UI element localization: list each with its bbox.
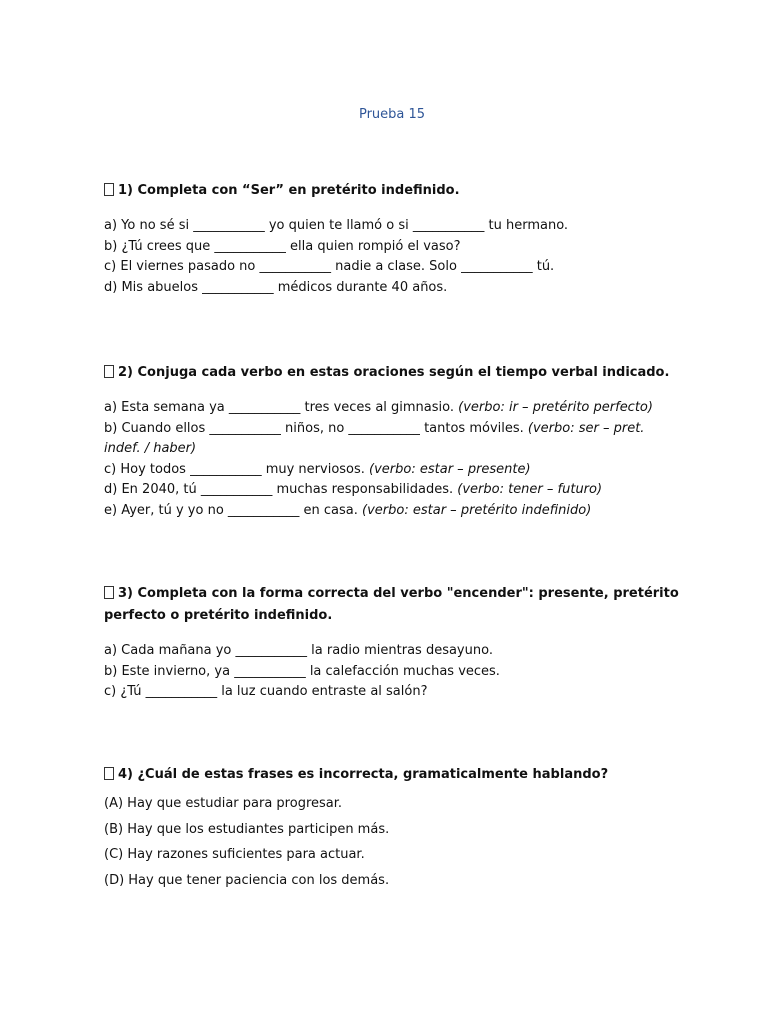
exercise-hint: (verbo: tener – futuro) [457, 482, 603, 497]
exercise-line-e [104, 501, 684, 522]
exercise-hint: (verbo: estar – pretérito indefinido) [362, 502, 592, 518]
option-c: (C) Hay razones suficientes para actuar. [104, 847, 365, 862]
section-3-heading [104, 583, 684, 627]
exercise-line-b [104, 419, 682, 460]
checkbox-icon [104, 183, 114, 196]
exercise-line-a [104, 398, 684, 419]
exercise-hint: (verbo: estar – presente) [369, 461, 531, 477]
exercise-line-d: d) Mis abuelos ___________ médicos durante 40 años. [104, 279, 448, 295]
exercise-text: d) En 2040, tú ___________ muchas responsabilidades. [104, 482, 458, 497]
option-d: (D) Hay que tener paciencia con los demás. [104, 872, 390, 888]
exercise-text: b) Cuando ellos ___________ niños, no ___________ tantos móviles. [104, 420, 528, 436]
exercise-line-b: b) Este invierno, ya ___________ la calefacción muchas veces. [104, 663, 500, 679]
section-1-heading-text: 1) Completa con “Ser” en pretérito indefinido. [118, 183, 460, 198]
exercise-line-a: a) Cada mañana yo ___________ la radio mientras desayuno. [104, 643, 493, 658]
checkbox-icon [104, 586, 114, 599]
section-4-heading [104, 764, 684, 786]
exercise-line-c [104, 460, 684, 481]
exercise-hint: (verbo: ser – pret. indef. / haber) [104, 420, 645, 456]
exercise-line-c: c) ¿Tú ___________ la luz cuando entraste al salón? [104, 684, 428, 699]
section-4 [104, 764, 684, 893]
section-3-items [104, 641, 684, 703]
section-2-heading [104, 362, 684, 384]
section-1-heading [104, 180, 684, 202]
exercise-text: e) Ayer, tú y yo no ___________ en casa. [104, 502, 363, 518]
checkbox-icon [104, 767, 114, 780]
section-2-items [104, 398, 684, 521]
section-4-options [104, 791, 684, 893]
section-2 [104, 362, 684, 521]
document-title: Prueba 15 [358, 107, 426, 122]
exercise-text: c) Hoy todos ___________ muy nerviosos. [104, 461, 370, 477]
section-2-heading-text: 2) Conjuga cada verbo en estas oraciones según el tiempo verbal indicado. [118, 365, 670, 380]
section-1-items [104, 216, 684, 298]
exercise-text: a) Esta semana ya ___________ tres veces al gimnasio. [104, 400, 459, 415]
exercise-line-c: c) El viernes pasado no ___________ nadie a clase. Solo ___________ tú. [104, 259, 555, 274]
option-a: (A) Hay que estudiar para progresar. [104, 796, 343, 811]
section-3-heading-text: 3) Completa con la forma correcta del verbo "encender": presente, pretérito perfecto o pretérito indefinido. [104, 586, 679, 623]
exercise-line-d [104, 480, 684, 501]
exercise-hint: (verbo: ir – pretérito perfecto) [458, 400, 653, 415]
section-1 [104, 180, 684, 298]
option-b: (B) Hay que los estudiantes participen más. [104, 821, 390, 837]
exercise-line-b: b) ¿Tú crees que ___________ ella quien rompió el vaso? [104, 238, 461, 254]
exercise-line-a: a) Yo no sé si ___________ yo quien te llamó o si ___________ tu hermano. [104, 218, 569, 233]
section-3 [104, 583, 684, 703]
checkbox-icon [104, 365, 114, 378]
section-4-heading-text: 4) ¿Cuál de estas frases es incorrecta, gramaticalmente hablando? [118, 767, 609, 782]
